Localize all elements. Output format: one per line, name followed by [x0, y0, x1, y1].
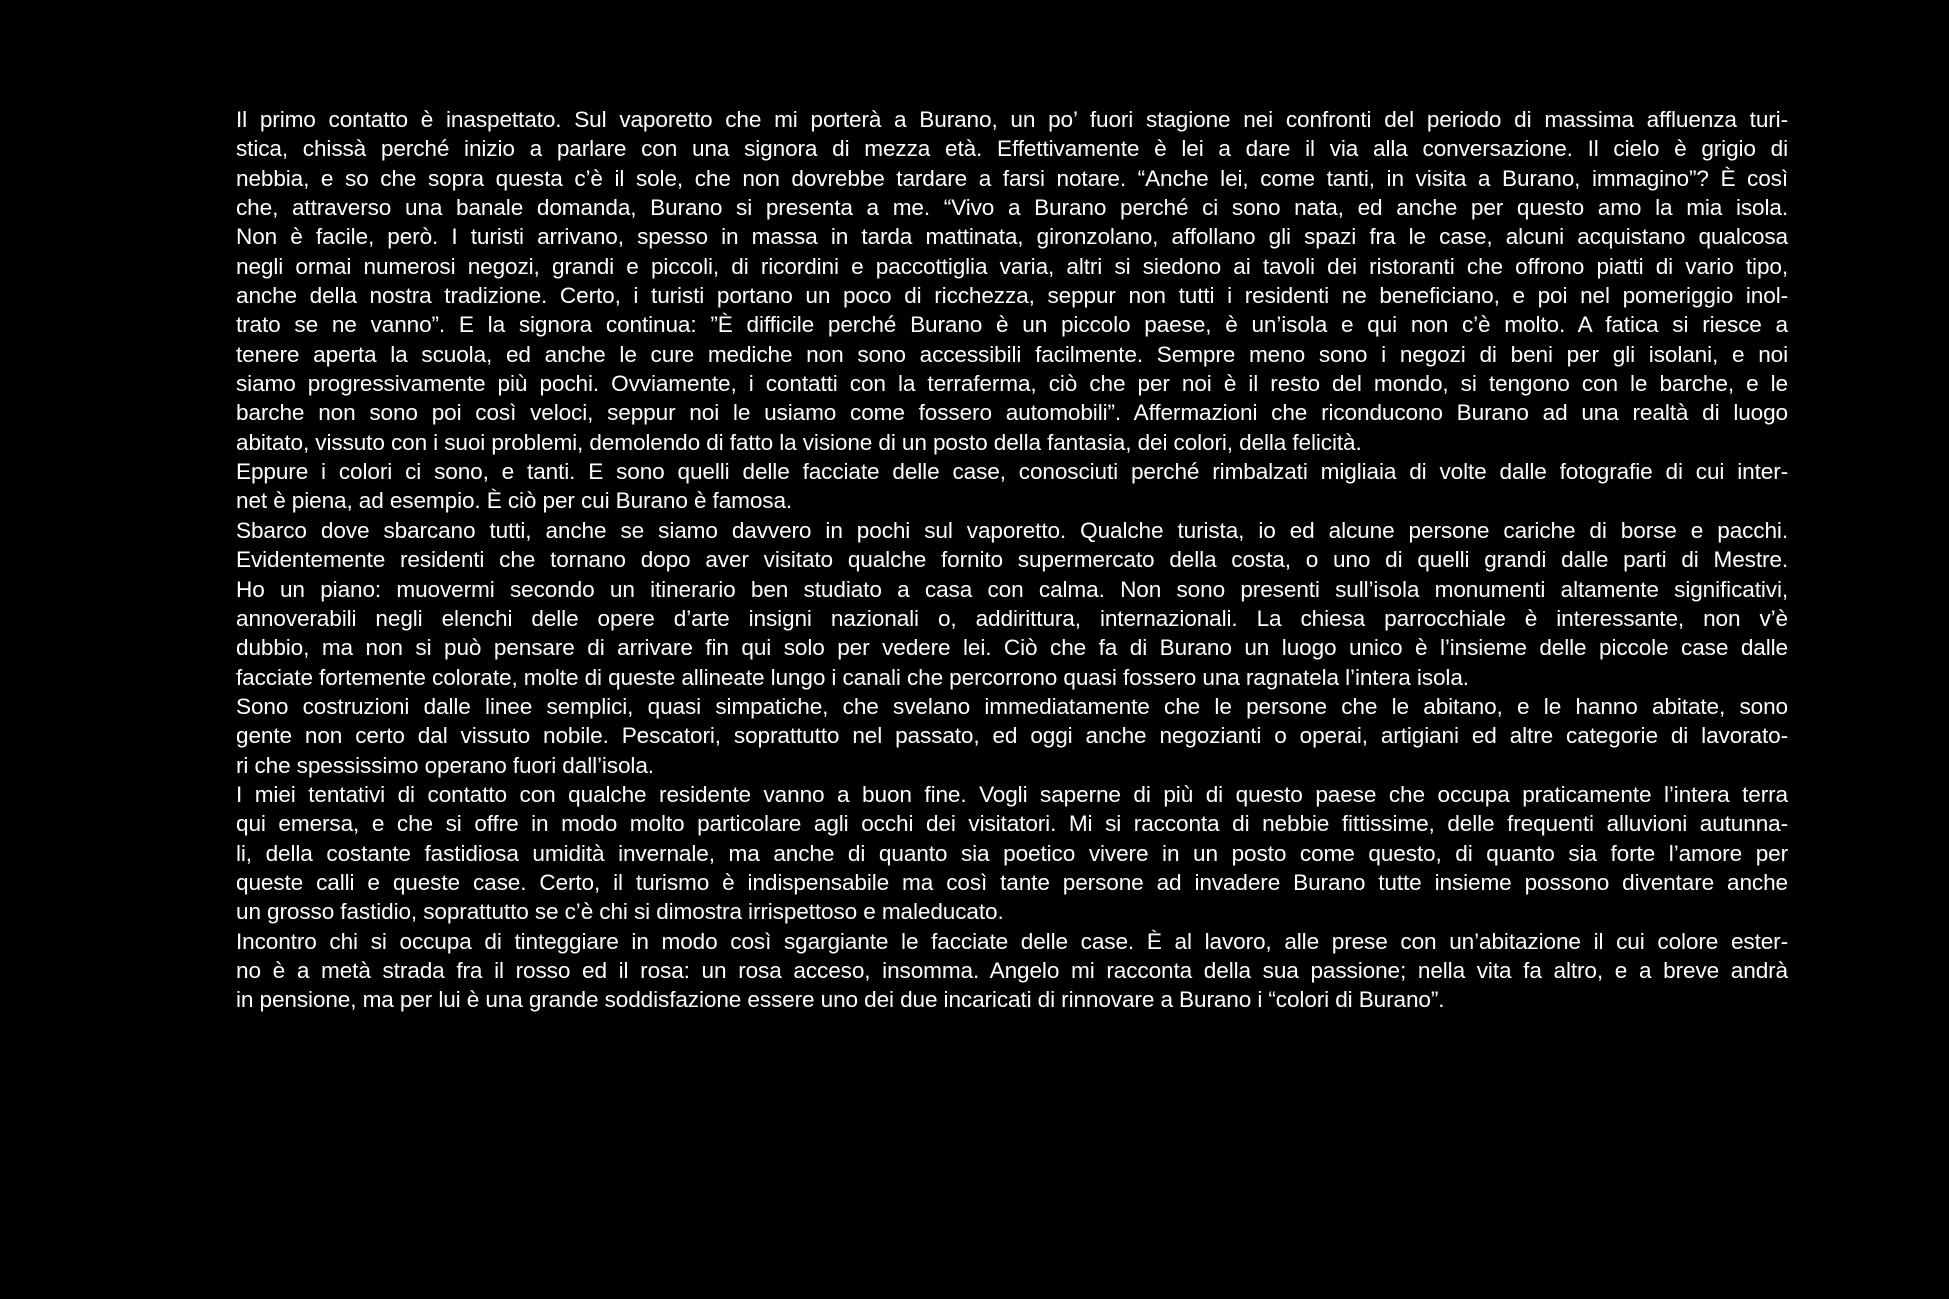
text-line: negli ormai numerosi negozi, grandi e piccoli, di ricordini e paccottiglia varia, altri si siedono ai tavoli dei ristoranti che offrono piatti di vario tipo, — [236, 253, 1788, 279]
text-line: facciate fortemente colorate, molte di queste allineate lungo i canali che percorrono quasi fossero una ragnatela l’intera isola. — [236, 664, 1469, 690]
text-line: Evidentemente residenti che tornano dopo aver visitato qualche fornito supermercato della costa, o uno di quelli grandi dalle parti di Mestre. — [236, 547, 1788, 573]
text-line: queste calli e queste case. Certo, il turismo è indispensabile ma così tante persone ad invadere Burano tutte insieme possono diventare anche — [236, 869, 1788, 895]
text-line: gente non certo dal vissuto nobile. Pescatori, soprattutto nel passato, ed oggi anche negozianti o operai, artigiani ed altre categorie di lavorato- — [236, 723, 1788, 749]
text-line: ri che spessissimo operano fuori dall’isola. — [236, 752, 654, 778]
text-line: nebbia, e so che sopra questa c’è il sole, che non dovrebbe tardare a farsi notare. “Anche lei, come tanti, in visita a Burano, immagino”? È così — [236, 165, 1788, 191]
text-line: anche della nostra tradizione. Certo, i turisti portano un poco di ricchezza, seppur non tutti i residenti ne beneficiano, e poi nel pomeriggio inol- — [236, 283, 1788, 309]
text-line: Sbarco dove sbarcano tutti, anche se siamo davvero in pochi sul vaporetto. Qualche turista, io ed alcune persone cariche di borse e pacchi. — [236, 517, 1788, 543]
text-line: li, della costante fastidiosa umidità invernale, ma anche di quanto sia poetico vivere in un posto come questo, di quanto sia forte l’amore per — [236, 840, 1788, 866]
text-line: Il primo contatto è inaspettato. Sul vaporetto che mi porterà a Burano, un po’ fuori stagione nei confronti del periodo di massima affluenza turi- — [236, 107, 1788, 132]
text-line: in pensione, ma per lui è una grande soddisfazione essere uno dei due incaricati di rinnovare a Burano i “colori di Burano”. — [236, 987, 1445, 1013]
text-line: Non è facile, però. I turisti arrivano, spesso in massa in tarda mattinata, gironzolano, affollano gli spazi fra le case, alcuni acquistano qualcosa — [236, 224, 1788, 250]
text-line: Ho un piano: muovermi secondo un itinerario ben studiato a casa con calma. Non sono presenti sull’isola monumenti altamente significativi, — [236, 576, 1788, 602]
text-line: un grosso fastidio, soprattutto se c’è chi si dimostra irrispettoso e maleducato. — [236, 899, 1004, 925]
text-line: Sono costruzioni dalle linee semplici, quasi simpatiche, che svelano immediatamente che le persone che le abitano, e le hanno abitate, sono — [236, 693, 1788, 719]
text-line: Incontro chi si occupa di tinteggiare in modo così sgargiante le facciate delle case. È al lavoro, alle prese con un’abitazione il cui colore ester- — [236, 928, 1788, 954]
text-line: I miei tentativi di contatto con qualche residente vanno a buon fine. Vogli saperne di più di questo paese che occupa praticamente l’intera terra — [236, 781, 1788, 807]
text-line: tenere aperta la scuola, ed anche le cure mediche non sono accessibili facilmente. Sempre meno sono i negozi di beni per gli isolani, e noi — [236, 341, 1788, 367]
text-line: qui emersa, e che si offre in modo molto particolare agli occhi dei visitatori. Mi si racconta di nebbie fittissime, delle frequenti alluvioni autunna- — [236, 811, 1788, 837]
text-line: siamo progressivamente più pochi. Ovviamente, i contatti con la terraferma, ciò che per noi è il resto del mondo, si tengono con le barche, e le — [236, 371, 1788, 397]
text-line: che, attraverso una banale domanda, Burano si presenta a me. “Vivo a Burano perché ci sono nata, ed anche per questo amo la mia isola. — [236, 195, 1788, 221]
text-line: annoverabili negli elenchi delle opere d’arte insigni nazionali o, addirittura, internazionali. La chiesa parrocchiale è interessante, non v’è — [236, 605, 1788, 631]
text-line: net è piena, ad esempio. È ciò per cui Burano è famosa. — [236, 488, 793, 514]
text-line: abitato, vissuto con i suoi problemi, demolendo di fatto la visione di un posto della fantasia, dei colori, della felicità. — [236, 429, 1362, 455]
text-line: barche non sono poi così veloci, seppur noi le usiamo come fossero automobili”. Affermazioni che riconducono Burano ad una realtà di luogo — [236, 400, 1788, 426]
text-line: Eppure i colori ci sono, e tanti. E sono quelli delle facciate delle case, conosciuti perché rimbalzati migliaia di volte dalle fotografie di cui inter- — [236, 459, 1788, 485]
text-line: stica, chissà perché inizio a parlare con una signora di mezza età. Effettivamente è lei a dare il via alla conversazione. Il cielo è grigio di — [236, 136, 1788, 162]
article-text-block — [236, 105, 1788, 1015]
text-line: trato se ne vanno”. E la signora continua: ”È difficile perché Burano è un piccolo paese, è un’isola e qui non c’è molto. A fatica si riesce a — [236, 312, 1788, 338]
text-line: dubbio, ma non si può pensare di arrivare fin qui solo per vedere lei. Ciò che fa di Burano un luogo unico è l’insieme delle piccole case dalle — [236, 635, 1788, 661]
text-line: no è a metà strada fra il rosso ed il rosa: un rosa acceso, insomma. Angelo mi racconta della sua passione; nella vita fa altro, e a breve andrà — [236, 957, 1788, 983]
